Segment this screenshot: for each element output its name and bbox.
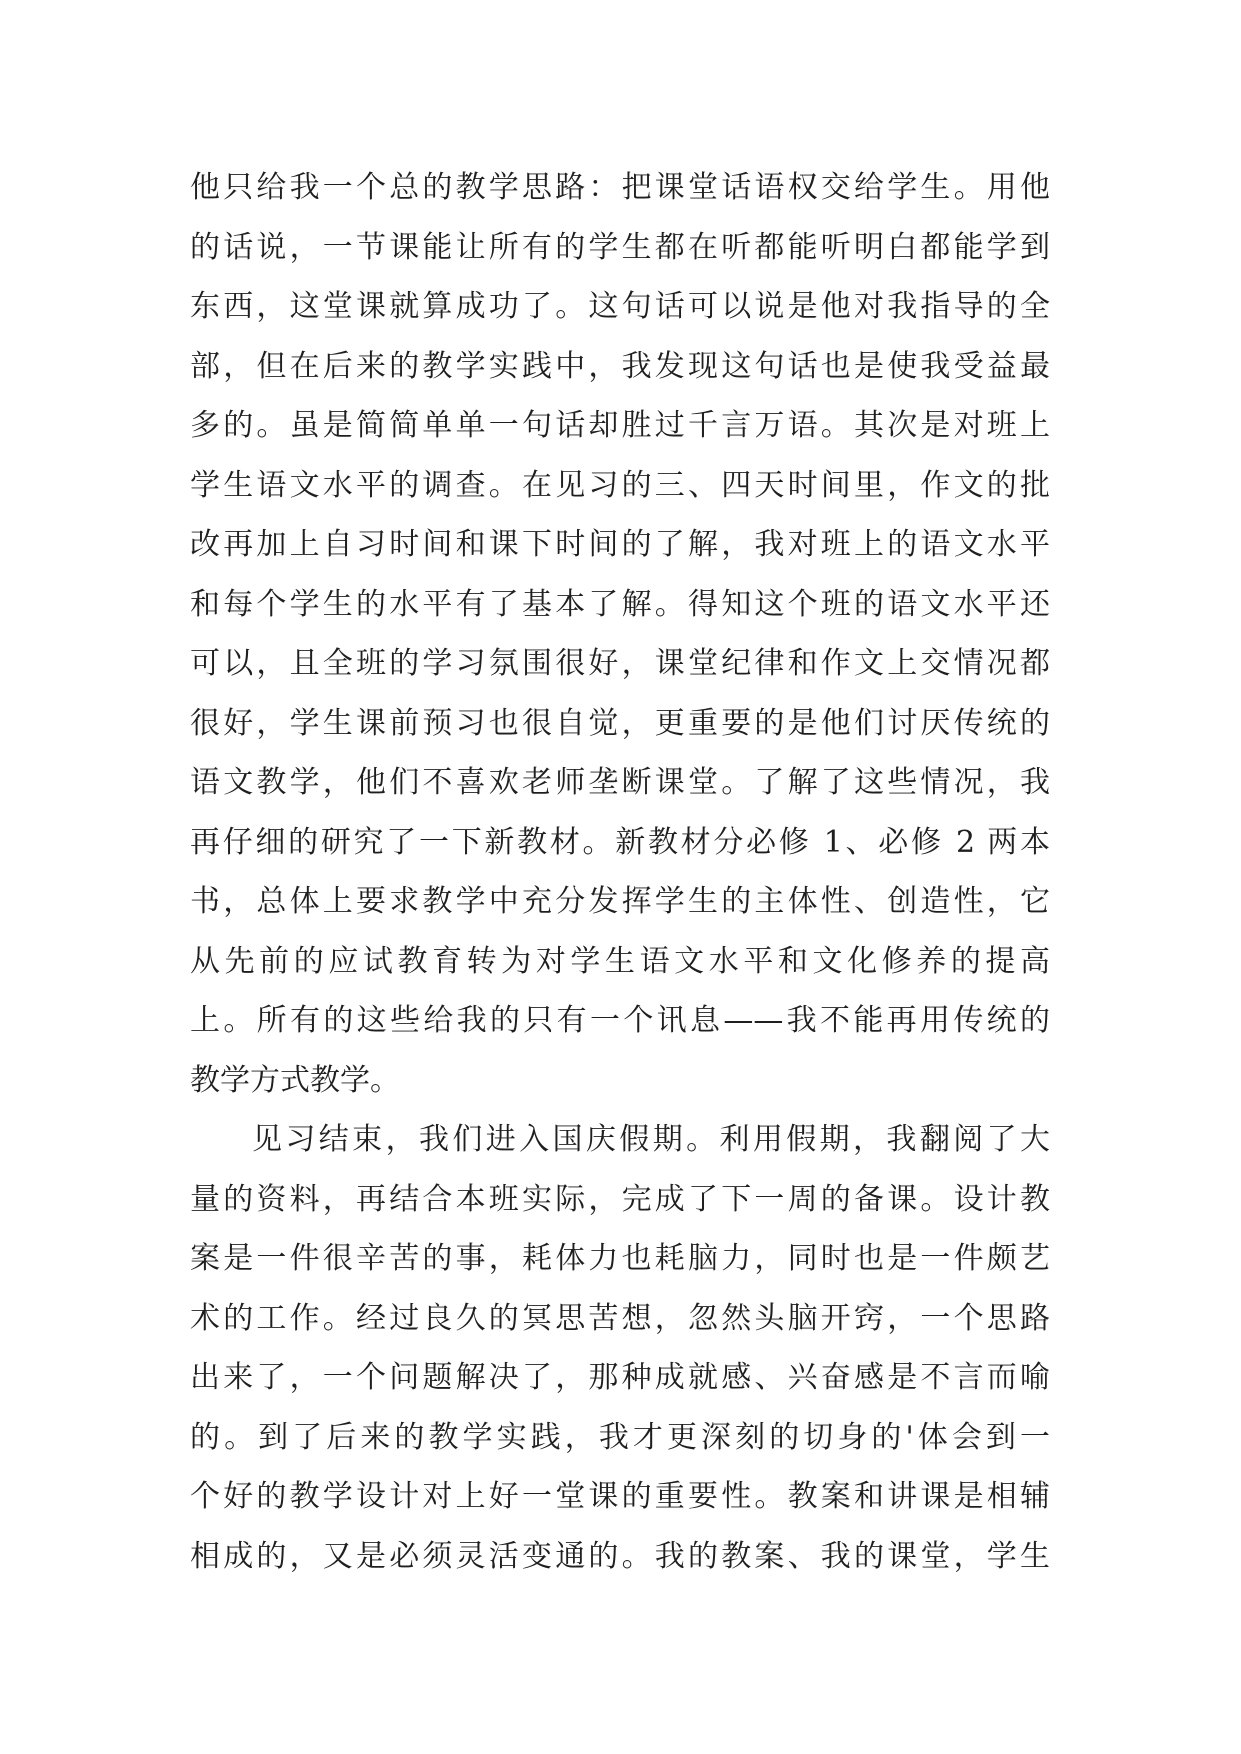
text-line: 相成的，又是必须灵活变通的。我的教案、我的课堂，学生 bbox=[190, 1538, 1050, 1574]
text-line: 个好的教学设计对上好一堂课的重要性。教案和讲课是相辅 bbox=[190, 1479, 1050, 1514]
text-line: 再仔细的研究了一下新教材。新教材分必修 1、必修 2 两本 bbox=[190, 824, 1050, 860]
text-line: 从先前的应试教育转为对学生语文水平和文化修养的提高 bbox=[190, 943, 1050, 979]
text-line: 案是一件很辛苦的事，耗体力也耗脑力，同时也是一件颇艺 bbox=[190, 1241, 1050, 1276]
text-line: 改再加上自习时间和课下时间的了解，我对班上的语文水平 bbox=[190, 527, 1050, 562]
text-line: 的。到了后来的教学实践，我才更深刻的切身的'体会到一 bbox=[190, 1419, 1050, 1455]
text-line: 语文教学，他们不喜欢老师垄断课堂。了解了这些情况，我 bbox=[190, 765, 1050, 800]
paragraph-first-line: 见习结束，我们进入国庆假期。利用假期，我翻阅了大 bbox=[252, 1122, 1050, 1157]
text-line: 出来了，一个问题解决了，那种成就感、兴奋感是不言而喻 bbox=[190, 1360, 1050, 1395]
text-line: 书，总体上要求教学中充分发挥学生的主体性、创造性，它 bbox=[190, 884, 1050, 919]
text-line: 学生语文水平的调查。在见习的三、四天时间里，作文的批 bbox=[190, 467, 1050, 503]
text-line: 很好，学生课前预习也很自觉，更重要的是他们讨厌传统的 bbox=[190, 705, 1050, 741]
text-line: 上。所有的这些给我的只有一个讯息——我不能再用传统的 bbox=[190, 1003, 1050, 1038]
text-line: 可以，且全班的学习氛围很好，课堂纪律和作文上交情况都 bbox=[190, 646, 1050, 681]
text-line: 的话说，一节课能让所有的学生都在听都能听明白都能学到 bbox=[190, 229, 1050, 265]
text-line: 东西，这堂课就算成功了。这句话可以说是他对我指导的全 bbox=[190, 289, 1050, 324]
body-text bbox=[190, 158, 1050, 1586]
text-line: 和每个学生的水平有了基本了解。得知这个班的语文水平还 bbox=[190, 586, 1050, 622]
text-line: 部，但在后来的教学实践中，我发现这句话也是使我受益最 bbox=[190, 348, 1050, 384]
text-line: 多的。虽是简简单单一句话却胜过千言万语。其次是对班上 bbox=[190, 408, 1050, 443]
paragraph-end-line: 教学方式教学。 bbox=[190, 1062, 400, 1098]
text-line: 量的资料，再结合本班实际，完成了下一周的备课。设计教 bbox=[190, 1181, 1050, 1217]
text-line: 术的工作。经过良久的冥思苦想，忽然头脑开窍，一个思路 bbox=[190, 1300, 1050, 1336]
text-line: 他只给我一个总的教学思路：把课堂话语权交给学生。用他 bbox=[190, 170, 1050, 205]
